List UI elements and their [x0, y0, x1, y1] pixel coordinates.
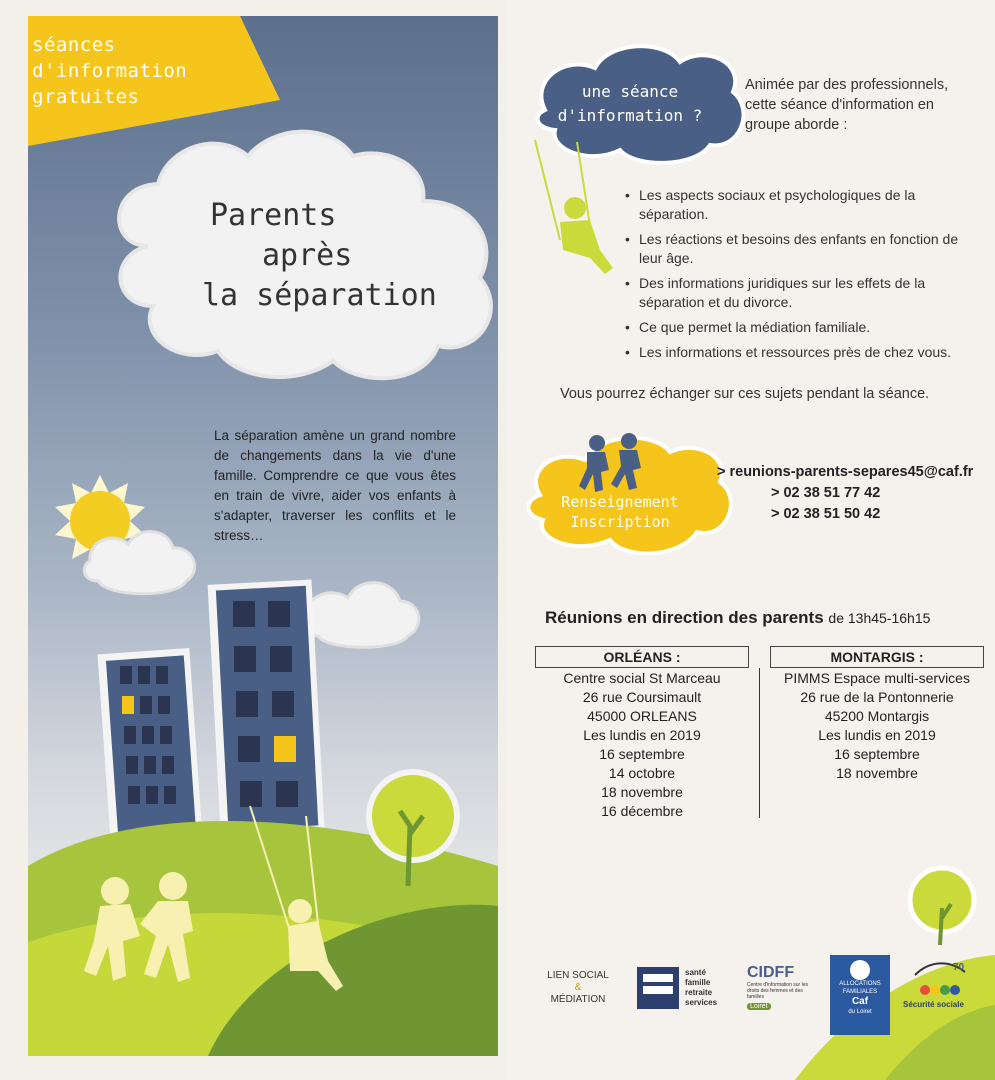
orleans-line: Les lundis en 2019 — [583, 727, 701, 743]
list-item: • Les informations et ressources près de chez vous. — [625, 343, 970, 362]
logo-line: CIDFF — [747, 964, 795, 981]
question-cloud-label — [535, 80, 725, 128]
orleans-line: 14 octobre — [608, 765, 676, 781]
montargis-line: 16 septembre — [834, 746, 920, 762]
logo-line: Centre d'information sur les droits des femmes et des familles — [747, 982, 808, 1000]
contact-phone-1[interactable]: > 02 38 51 77 42 — [771, 485, 881, 501]
corner-tree-icon — [910, 868, 974, 945]
meetings-time: de 13h45-16h15 — [828, 610, 931, 626]
small-cloud-building — [302, 583, 419, 648]
badge-line: d'information — [32, 60, 188, 82]
logo-line: retraite — [685, 988, 713, 997]
orleans-line: 18 novembre — [601, 784, 683, 800]
badge-line: gratuites — [32, 86, 140, 108]
exchange-note: Vous pourrez échanger sur ces sujets pendant la séance. — [560, 386, 930, 402]
badge-line: séances — [32, 34, 116, 56]
montargis-line: 18 novembre — [836, 765, 918, 781]
topics-list — [625, 186, 970, 368]
contact-email[interactable]: > reunions-parents-separes45@caf.fr — [717, 464, 974, 480]
list-item: • Les réactions et besoins des enfants en fonction de leur âge. — [625, 230, 970, 268]
caf-logo-text — [832, 980, 888, 1016]
info-cloud-line: Renseignement — [561, 493, 679, 511]
list-item: • Les aspects sociaux et psychologiques de la séparation. — [625, 186, 970, 224]
montargis-header: MONTARGIS : — [770, 646, 984, 668]
logo-line: Caf — [851, 996, 869, 1007]
logo-line: ALLOCATIONS — [839, 981, 881, 987]
orleans-line: 45000 ORLEANS — [587, 708, 697, 724]
montargis-line: 45200 Montargis — [824, 708, 930, 724]
cidff-logo — [747, 964, 817, 1011]
contact-phone-2[interactable]: > 02 38 51 50 42 — [771, 506, 881, 522]
contact-block — [717, 462, 973, 525]
column-divider — [759, 668, 760, 818]
intro-paragraph: La séparation amène un grand nombre de changements dans la vie d'une famille. Comprendre ce que vous êtes en train de vivre, aider vos enfants à s'adapter, traverser les conflits et le stress… — [214, 428, 456, 543]
free-sessions-badge — [32, 32, 187, 110]
orleans-line: 26 rue Coursimault — [582, 689, 702, 705]
logo-line: famille — [685, 978, 711, 987]
question-line: une séance — [581, 82, 679, 101]
montargis-line: 26 rue de la Pontonnerie — [800, 689, 954, 705]
question-line: d'information ? — [557, 106, 703, 125]
montargis-details — [767, 669, 987, 783]
small-cloud-left — [84, 532, 194, 594]
info-illustrations — [505, 0, 995, 1080]
logo-line: LIEN SOCIAL — [547, 970, 609, 981]
msa-logo-text — [685, 968, 717, 1008]
partner-logos — [505, 950, 995, 1060]
logo-line: & — [574, 982, 582, 993]
title-line: après — [262, 238, 353, 273]
meetings-title: Réunions en direction des parents — [545, 608, 824, 627]
list-item: • Ce que permet la médiation familiale. — [625, 318, 970, 337]
cover-panel — [28, 16, 498, 1056]
orleans-line: 16 décembre — [601, 803, 683, 819]
secu-70-label: 70 — [953, 962, 965, 973]
info-cloud-line: Inscription — [570, 513, 670, 531]
orleans-line: 16 septembre — [599, 746, 685, 762]
info-panel — [505, 0, 995, 1080]
meetings-heading — [545, 608, 930, 628]
secu-logo-text: Sécurité sociale — [903, 1000, 964, 1009]
page-title — [202, 196, 437, 316]
logo-line: services — [685, 998, 718, 1007]
orleans-header: ORLÉANS : — [535, 646, 749, 668]
logo-line: FAMILIALES — [842, 989, 878, 995]
title-line: Parents — [210, 198, 337, 233]
montargis-line: PIMMS Espace multi-services — [784, 670, 970, 686]
logo-line: santé — [685, 968, 706, 977]
logo-line: MÉDIATION — [550, 994, 606, 1005]
lien-social-logo — [543, 970, 613, 1006]
title-line: la séparation — [202, 278, 437, 313]
orleans-details — [535, 669, 749, 821]
logo-line: du Loiret — [848, 1009, 872, 1015]
list-item: • Des informations juridiques sur les effets de la séparation et du divorce. — [625, 274, 970, 312]
swing-child-green-icon — [535, 140, 613, 274]
info-cloud-label — [525, 492, 715, 532]
lead-paragraph: Animée par des professionnels, cette séance d'information en groupe aborde : — [745, 77, 949, 133]
montargis-line: Les lundis en 2019 — [818, 727, 936, 743]
orleans-line: Centre social St Marceau — [563, 670, 721, 686]
building-right — [208, 579, 325, 834]
logo-line: Loiret — [747, 1003, 771, 1010]
